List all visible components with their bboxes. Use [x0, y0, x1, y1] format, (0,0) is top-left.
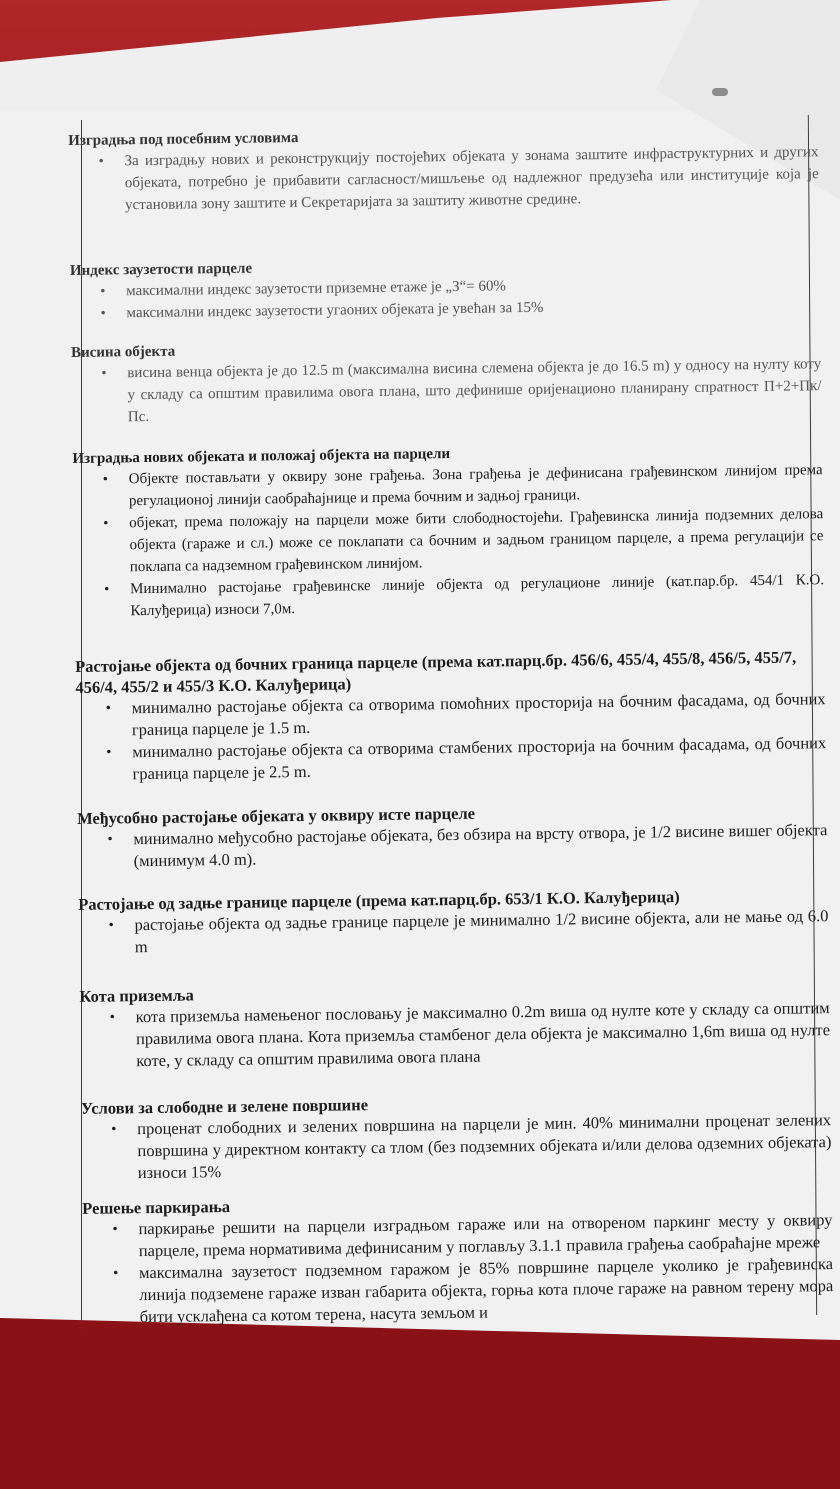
section-heading: Решење паркирања: [82, 1196, 231, 1218]
bullet: •: [112, 1221, 118, 1238]
bullet: •: [100, 283, 106, 300]
bullet: •: [112, 1265, 119, 1282]
section-parking: [82, 1188, 834, 1329]
item-text: минимално растојање објекта са отворима стамбених просторија на бочним фасадама, од бочних граница парцеле је 2.5 m.: [132, 733, 827, 784]
bullet: •: [106, 744, 112, 761]
list-item: [83, 1253, 834, 1329]
item-text: растојање објекта од задње границе парцеле је минимално 1/2 висине објекта, али не мање од 6.0 m: [134, 906, 829, 957]
item-text: проценат слободних и зелених површина на парцели је мин. 40% минимални проценат зелених површина у директном контакту са тлом (без подземних објеката и/или делова одземних објеката) износи 15%: [137, 1110, 832, 1183]
bullet: •: [98, 153, 104, 170]
section-heading: Изградња под посебним условима: [68, 129, 299, 149]
section-heading: Растојање од задње границе парцеле (према кат.парц.бр. 653/1 К.О. Калуђерица): [78, 887, 680, 914]
section-heading: Кота приземља: [79, 985, 194, 1006]
item-text: кота приземља намењеног пословању је максимално 0.2m виша од нулте коте у складу са општим правилима овога плана. Кота приземља стамбеног дела објекта је максимално 1,6m виша од нулте коте, у складу са општим правилима овога плана: [135, 998, 831, 1071]
section-building-height: [71, 334, 822, 429]
bullet: •: [109, 1009, 116, 1026]
section-side-distance: [75, 646, 827, 786]
item-text: висина венца објекта је до 12.5 m (максимална висина слемена објекта је до 16.5 m) у односу на нулту коту у складу са општим правилима овога плана, што дефинише оријенационо планирану спратност П+2+Пк/Пс.: [127, 356, 822, 426]
section-occupancy-index: [70, 252, 821, 325]
bullet: •: [107, 831, 113, 848]
item-text: паркирање решити на парцели изградњом гараже или на отвореном паркинг месту у оквиру парцеле, према нормативима дефинисаним у поглављу 3.1.1 правила грађења саобраћајне мреже: [138, 1210, 833, 1261]
bullet: •: [101, 365, 107, 382]
bullet: •: [103, 515, 109, 532]
item-text: Објекте постављати у оквиру зоне грађења. Зона грађења је дефинисана грађевинском линијом према регулационој линији саобраћајнице и према бочним и задњој граници.: [128, 462, 823, 510]
item-text: максимална заузетост подземном гаражом је 85% површине парцеле уколико је грађевинска линија подземене гараже изван габарита објекта, горња кота плоче гараже на равном терену мора бити усклађена са котом терена, насута земљом и: [138, 1254, 834, 1327]
list-item: [68, 141, 819, 217]
section-mutual-distance: [77, 798, 828, 873]
list-item: [81, 1109, 832, 1185]
section-heading: Висина објекта: [70, 343, 176, 361]
item-text: минимално растојање објекта са отворима помоћних просторија на бочним фасадама, од бочних граница парцеле је 1.5 m.: [131, 689, 826, 740]
bullet: •: [104, 581, 110, 598]
section-heading: Међусобно растојање објеката у оквиру исте парцеле: [76, 803, 476, 828]
item-text: максимални индекс заузетости приземне етаже је „З“= 60%: [126, 278, 507, 300]
section-ground-floor-level: [79, 976, 830, 1073]
bullet: •: [111, 1121, 117, 1138]
bullet: •: [108, 917, 114, 934]
section-heading: Растојање објекта од бочних граница парцеле (према кат.парц.бр. 456/6, 455/4, 455/8, 456/5, 455/7, 456/4, 455/2 и 455/3 К.О. Калуђерица): [75, 647, 797, 697]
bullet: •: [102, 471, 109, 488]
item-text: објекат, према положају на парцели може бити слободностојећи. Грађевинска линија подземних делова објекта (гараже и сл.) може се поклапати са бочним и задњом границом парцеле, а према регулацији се поклапа са надземном грађевинском линијом.: [129, 506, 824, 576]
item-text: минимално међусобно растојање објеката, без обзира на врсту отвора, је 1/2 висине вишег објекта (минимум 4.0 m).: [133, 820, 828, 871]
bullet: •: [105, 700, 112, 717]
section-heading: Индекс заузетости парцеле: [69, 260, 253, 279]
list-item: [71, 353, 822, 429]
section-heading: Услови за слободне и зелене површине: [80, 1095, 369, 1118]
item-text: Минимално растојање грађевинске линије објекта од регулационе линије (кат.пар.бр. 454/1 К.О. Калуђерица) износи 7,0м.: [130, 572, 825, 620]
section-heading: Изградња нових објеката и положај објекта на парцели: [72, 446, 451, 467]
section-special-conditions: [68, 122, 819, 217]
staple: [712, 88, 728, 96]
section-new-buildings: [72, 440, 824, 623]
section-green-areas: [81, 1088, 832, 1185]
item-text: За изградњу нових и реконструкцију постојећих објеката у зонама заштите инфраструктурних и других објеката, потребно је прибавити сагласност/мишљење од надлежног предузећа или институције која је установила зону заштите и Секретаријата за заштиту животне средине.: [124, 144, 819, 214]
section-rear-distance: [78, 884, 829, 959]
item-text: максимални индекс заузетости угаоних објеката је увећан за 15%: [126, 299, 544, 322]
list-item: [80, 997, 831, 1073]
bullet: •: [100, 305, 106, 322]
list-item: [73, 503, 824, 579]
